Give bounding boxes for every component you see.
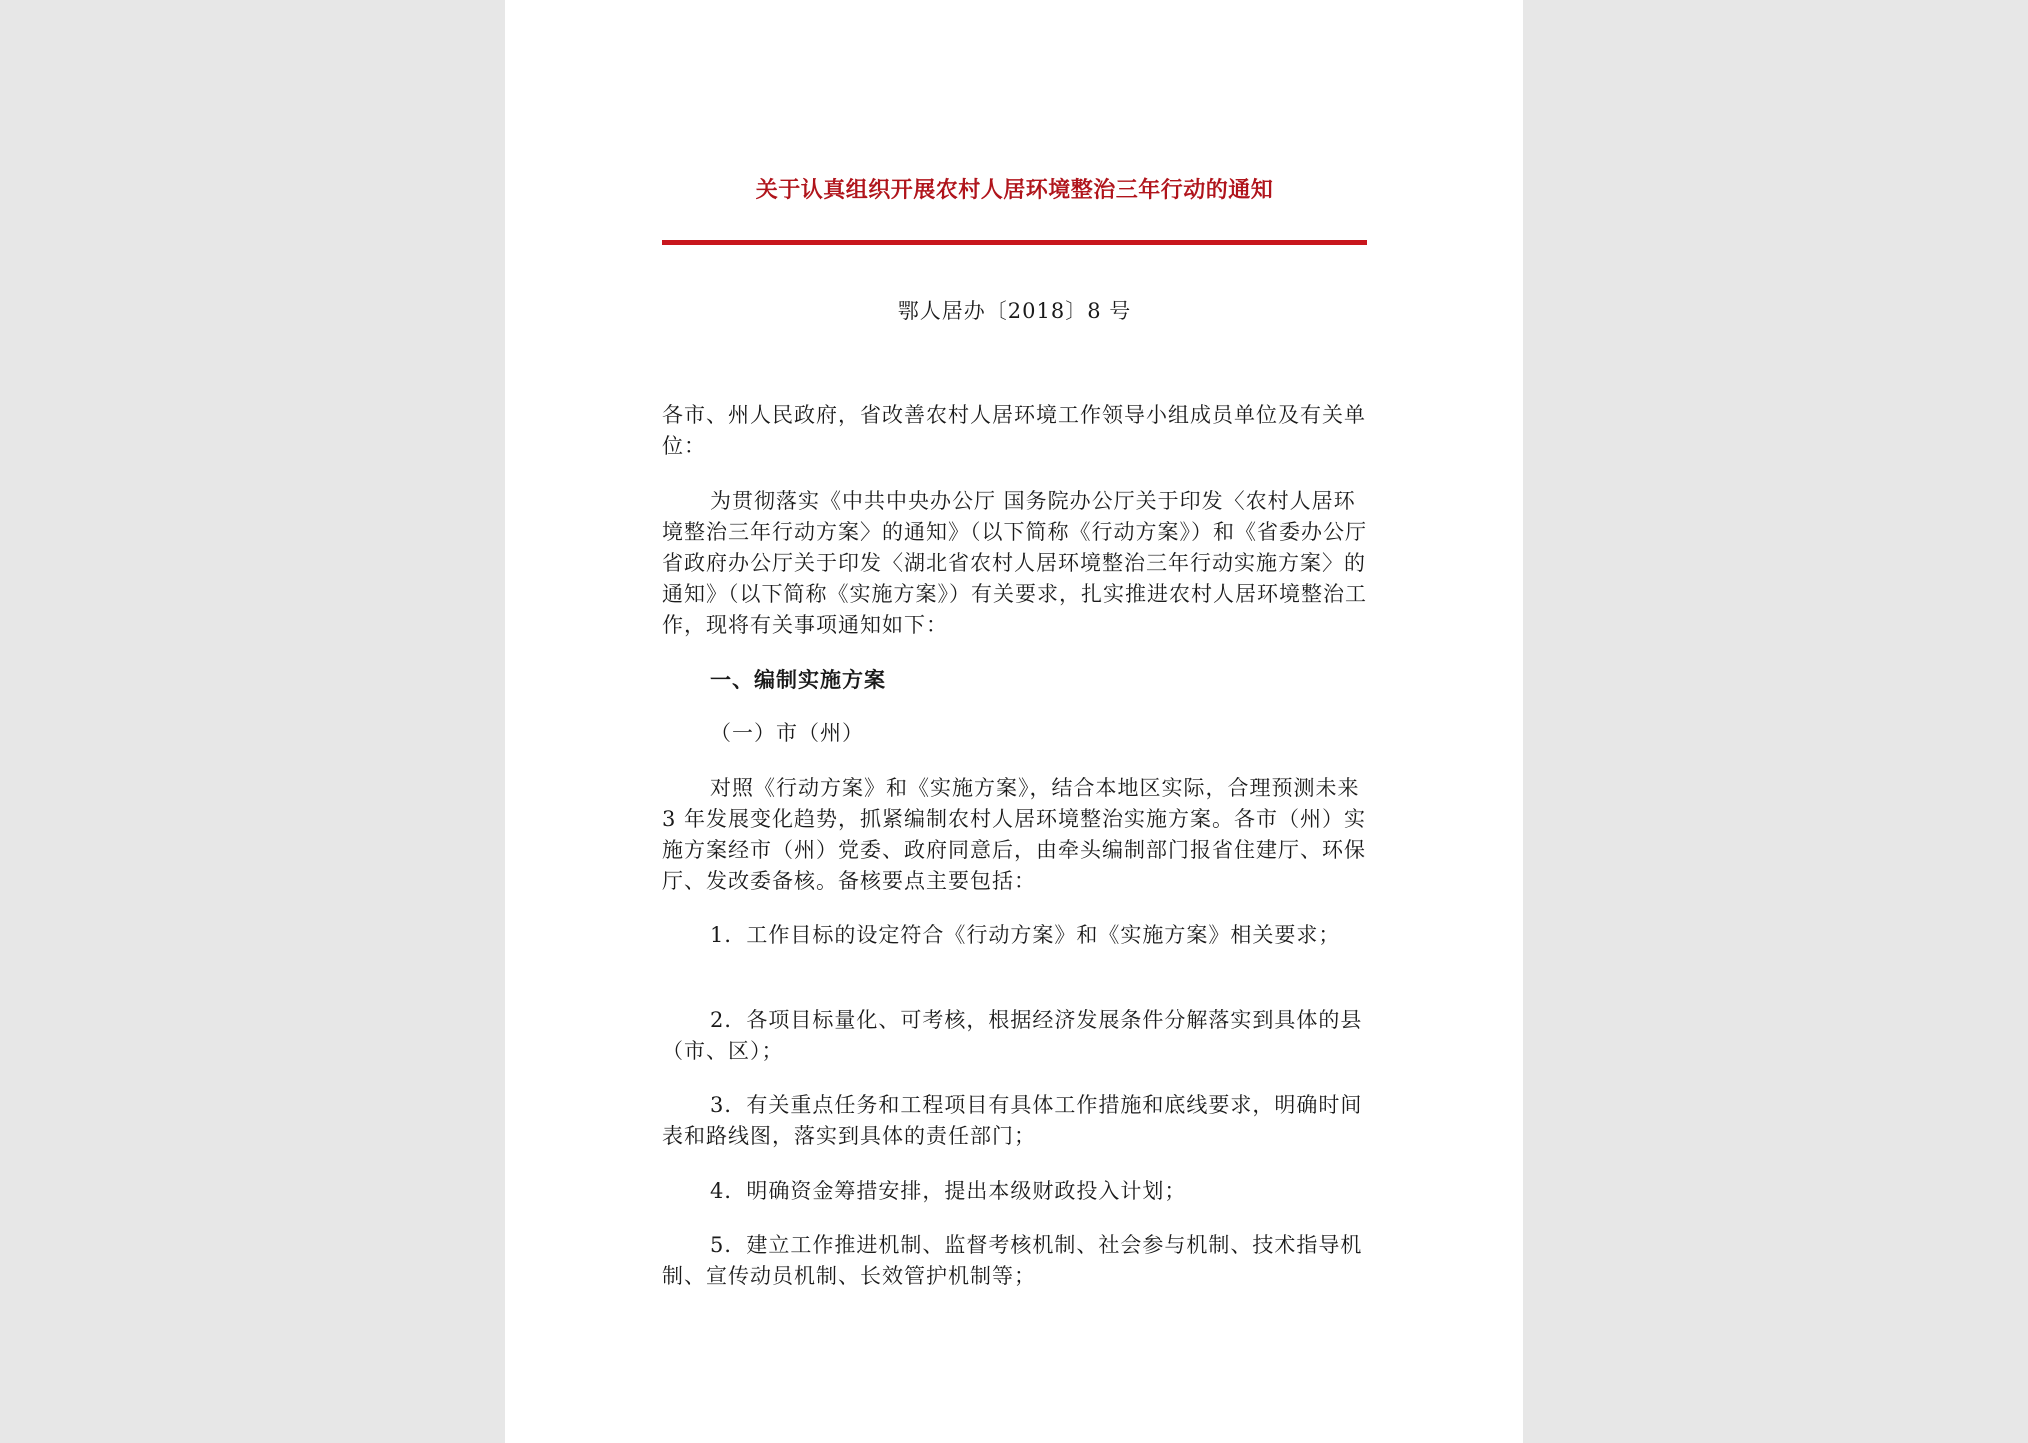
salutation: 各市、州人民政府，省改善农村人居环境工作领导小组成员单位及有关单位： <box>662 403 1366 458</box>
title-divider <box>662 240 1367 245</box>
intro-paragraph: 为贯彻落实《中共中央办公厅 国务院办公厅关于印发〈农村人居环境整治三年行动方案〉的通知》（以下简称《行动方案》）和《省委办公厅 省政府办公厅关于印发〈湖北省农村人居环境整治三年行动实施方案〉的通知》（以下简称《实施方案》）有关要求，扎实推进农村人居环境整治工作，现将有关事项通知如下： <box>662 489 1367 637</box>
list-item-5: 5．建立工作推进机制、监督考核机制、社会参与机制、技术指导机制、宣传动员机制、长效管护机制等； <box>662 1233 1363 1288</box>
document-title: 关于认真组织开展农村人居环境整治三年行动的通知 <box>755 177 1274 203</box>
document-page <box>505 0 1523 1443</box>
list-item-2: 2．各项目标量化、可考核，根据经济发展条件分解落实到具体的县（市、区）； <box>662 1008 1363 1063</box>
section-heading: 一、编制实施方案 <box>710 667 886 692</box>
subsection-heading: （一）市（州） <box>710 721 864 745</box>
list-item-4: 4．明确资金筹措安排，提出本级财政投入计划； <box>710 1179 1187 1203</box>
list-item-3: 3．有关重点任务和工程项目有具体工作措施和底线要求，明确时间表和路线图，落实到具体的责任部门； <box>662 1093 1363 1148</box>
document-number: 鄂人居办〔2018〕8 号 <box>897 299 1132 323</box>
list-item-1: 1．工作目标的设定符合《行动方案》和《实施方案》相关要求； <box>710 923 1341 947</box>
subsection-body: 对照《行动方案》和《实施方案》，结合本地区实际，合理预测未来 3 年发展变化趋势，抓紧编制农村人居环境整治实施方案。各市（州）实施方案经市（州）党委、政府同意后，由牵头编制部门报省住建厅、环保厅、发改委备核。备核要点主要包括： <box>662 776 1367 893</box>
